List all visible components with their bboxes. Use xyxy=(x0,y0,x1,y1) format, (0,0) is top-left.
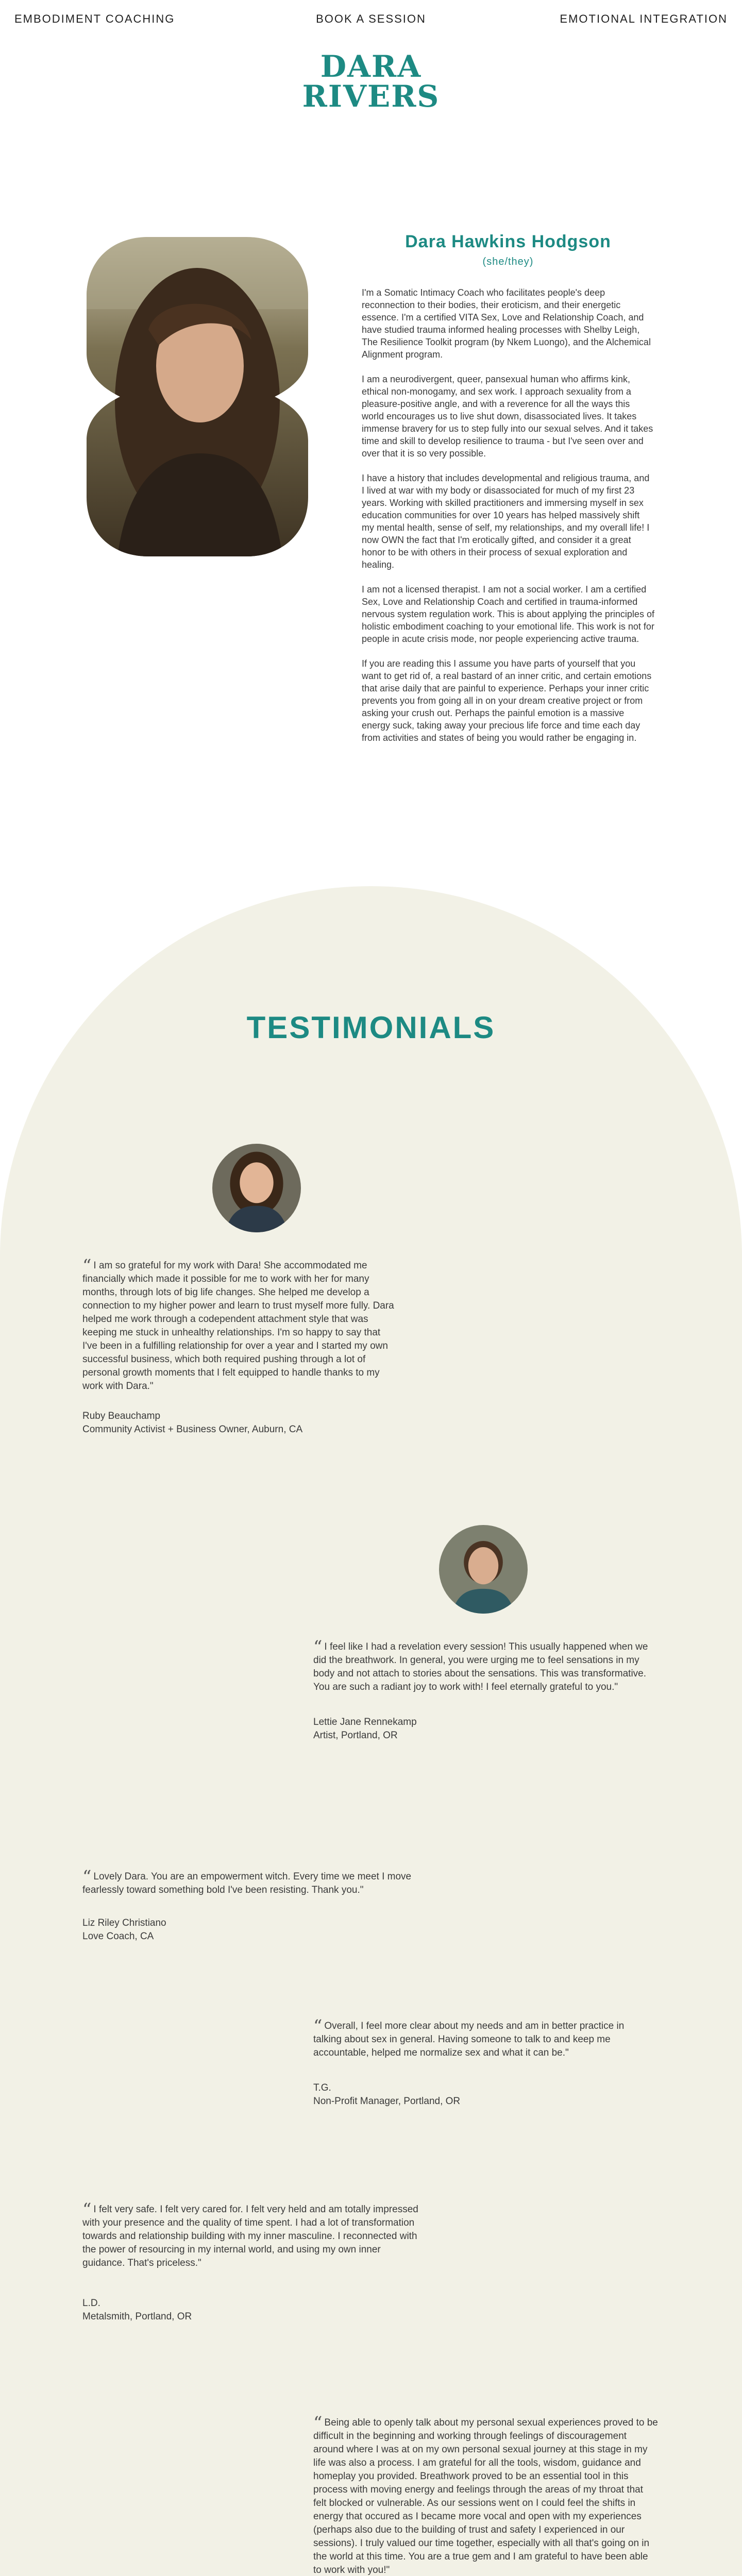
testimonial-author xyxy=(82,2297,192,2324)
author-name: Ruby Beauchamp xyxy=(82,1411,161,1421)
testimonial-quote xyxy=(82,1867,423,1897)
about-paragraph: I am a neurodivergent, queer, pansexual human who affirms kink, ethical non-monogamy, and sex work. I approach sexuality from a pleasure-positive angle, and with a reverence for all the ways this world encourages us to live shut down, disassociated lives. It takes immense bravery for us to step fully into our sexual selves. And it takes time and skill to develop resilience to trauma - but I've seen over and over that it is so very possible. xyxy=(362,374,653,459)
about-name: Dara Hawkins Hodgson xyxy=(405,232,611,251)
about-paragraph: I am not a licensed therapist. I am not a social worker. I am a certified Sex, Love and Relationship Coach and certified in trauma-informed nervous system regulation work. This is about applying the principles of holistic embodiment coaching to your emotional life. This work is not for people in acute crisis mode, nor people experiencing active trauma. xyxy=(362,584,654,644)
quote-mark-icon: “ xyxy=(82,2199,92,2220)
testimonial-author xyxy=(313,2081,460,2108)
testimonial-author xyxy=(313,1716,417,1742)
testimonial-text: Overall, I feel more clear about my needs and am in better practice in talking about sex in general. Having someone to talk to and keep me accountable, helped me normalize sex and what it can be." xyxy=(313,2021,625,2058)
testimonial-quote xyxy=(313,1637,659,1694)
quote-mark-icon: “ xyxy=(82,1867,92,1887)
logo-line-1: DARA xyxy=(320,49,422,84)
testimonial-author xyxy=(82,1917,166,1943)
author-name: T.G. xyxy=(313,2082,331,2093)
author-role: Artist, Portland, OR xyxy=(313,1730,398,1741)
testimonials-title: TESTIMONIALS xyxy=(246,1010,496,1045)
testimonial-quote xyxy=(313,2413,659,2576)
quote-mark-icon: “ xyxy=(313,1637,323,1657)
about-paragraph: I have a history that includes developmental and religious trauma, and I lived at war with my body or disassociated for much of my first 23 years. Working with skilled practitioners and immersing myself in sex education communities for over 10 years has helped massively shift my mental health, sense of self, my relationships, and my overall life! I now OWN the fact that I'm erotically gifted, and consider it a great honor to be with others in their process of sexual exploration and healing. xyxy=(362,473,650,570)
about-text xyxy=(362,232,654,744)
author-role: Metalsmith, Portland, OR xyxy=(82,2311,192,2322)
testimonial-quote xyxy=(313,2016,648,2060)
author-name: Lettie Jane Rennekamp xyxy=(313,1717,417,1727)
testimonial-author xyxy=(82,1410,302,1436)
author-name: Liz Riley Christiano xyxy=(82,1918,166,1928)
quote-mark-icon: “ xyxy=(313,2413,323,2433)
testimonial-avatar xyxy=(212,1144,301,1232)
testimonial-text: Being able to openly talk about my personal sexual experiences proved to be difficult in the beginning and working through feelings of discouragement around where I was at on my own personal sexual journey at this stage in my life was also a process. I am grateful for all the tools, wisdom, guidance and homeplay you provided. Breathwork proved to be an essential tool in this process with moving energy and feelings through the areas of my throat that felt blocked or vulnerable. As our sessions went on I could feel the shifts in energy that occured as I became more vocal and open with my experiences (perhaps also due to the building of trust and safety I experienced in our sessions). I truly valued our time together, especially with all that's going on in the world at this time. You are a true gem and I am grateful to have been able to work with you!" xyxy=(313,2417,658,2575)
testimonial-text: I feel like I had a revelation every session! This usually happened when we did the breathwork. In general, you were urging me to feel sensations in my body and not attach to stories about the sensations. This was transformative. You are such a radiant joy to work with! I feel eternally grateful to you." xyxy=(313,1641,648,1692)
author-role: Non-Profit Manager, Portland, OR xyxy=(313,2096,461,2107)
testimonial-quote xyxy=(82,1256,397,1393)
quote-mark-icon: “ xyxy=(313,2016,323,2037)
testimonial-quote xyxy=(82,2199,423,2270)
testimonials-section xyxy=(0,886,742,2576)
testimonial-text: I felt very safe. I felt very cared for. I felt very held and am totally impressed with your presence and the quality of time spent. I had a lot of transformation towards and relationship building with my inner masculine. I reconnected with the power of resourcing in my internal world, and using my own inner guidance. That's priceless." xyxy=(82,2204,418,2268)
author-role: Community Activist + Business Owner, Auburn, CA xyxy=(82,1424,303,1435)
nav-book-session[interactable]: BOOK A SESSION xyxy=(316,12,426,25)
nav-emotional-integration[interactable]: EMOTIONAL INTEGRATION xyxy=(560,12,728,25)
testimonial-text: I am so grateful for my work with Dara! She accommodated me financially which made it possible for me to work with her for many months, through lots of big life changes. She helped me develop a connection to my higher power and learn to trust myself more fully. Dara helped me work through a codependent attachment style that was keeping me stuck in unhealthy relationships. I'm so happy to say that I've been in a fulfilling relationship for over a year and I started my own successful business, which both required pushing through a lot of personal growth moments that I felt equipped to handle thanks to my work with Dara." xyxy=(82,1260,394,1392)
quote-mark-icon: “ xyxy=(82,1256,92,1276)
testimonial-text: Lovely Dara. You are an empowerment witch. Every time we meet I move fearlessly toward something bold I've been resisting. Thank you." xyxy=(82,1871,412,1895)
author-role: Love Coach, CA xyxy=(82,1931,154,1942)
testimonial-avatar xyxy=(439,1525,528,1614)
nav-embodiment-coaching[interactable]: EMBODIMENT COACHING xyxy=(14,12,175,25)
about-paragraph: If you are reading this I assume you have parts of yourself that you want to get rid of, a real bastard of an inner critic, and certain emotions that arise daily that are painful to experience. Perhaps your inner critic prevents you from going all in on your dream creative project or from asking your crush out. Perhaps the painful emotion is a massive energy suck, taking away your precious life force and time each day from activities and states of being you would rather be engaging in. xyxy=(362,658,652,743)
portrait-photo xyxy=(87,237,308,556)
about-paragraph: I'm a Somatic Intimacy Coach who facilitates people's deep reconnection to their bodies, their eroticism, and their energetic essence. I'm a certified VITA Sex, Love and Relationship Coach, and have studied trauma informed healing processes with Shelby Leigh, The Resilience Toolkit program (by Nkem Luongo), and the Alchemical Alignment program. xyxy=(362,287,651,360)
about-pronouns: (she/they) xyxy=(482,256,534,267)
author-name: L.D. xyxy=(82,2298,100,2309)
logo-line-2: RIVERS xyxy=(302,79,440,114)
about-section xyxy=(0,62,742,840)
